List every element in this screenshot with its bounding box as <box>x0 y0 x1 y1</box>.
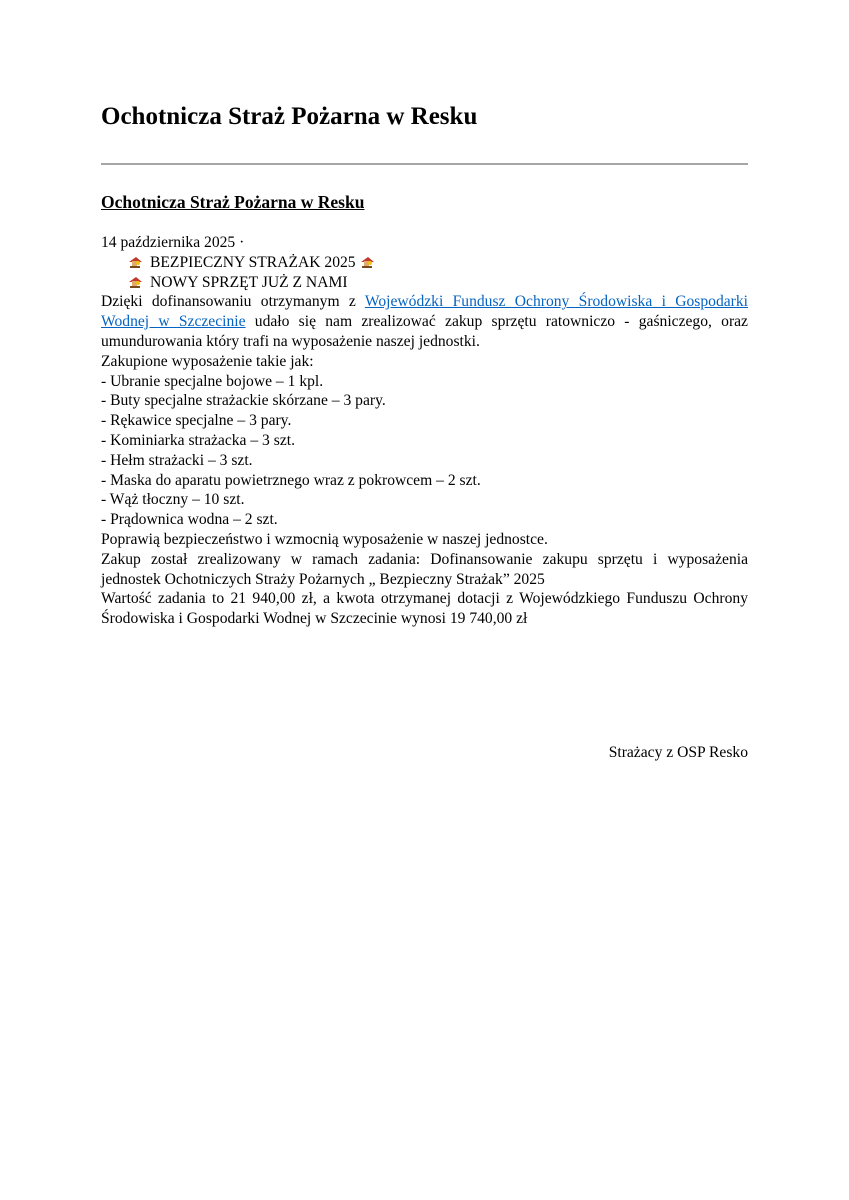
equipment-item: - Wąż tłoczny – 10 szt. <box>101 491 245 509</box>
page-title: Ochotnicza Straż Pożarna w Resku <box>101 103 478 130</box>
equipment-item: - Kominiarka strażacka – 3 szt. <box>101 431 295 449</box>
closing-sentence: Poprawią bezpieczeństwo i wzmocnią wyposażenie w naszej jednostce. <box>101 530 548 548</box>
bullet-label: BEZPIECZNY STRAŻAK 2025 <box>150 253 356 271</box>
signature: Strażacy z OSP Resko <box>608 744 748 761</box>
firefighter-emoji-icon <box>359 254 376 268</box>
equipment-item: - Rękawice specjalne – 3 pary. <box>101 412 292 430</box>
equipment-item: - Maska do aparatu powietrznego wraz z pokrowcem – 2 szt. <box>101 471 481 489</box>
equipment-item: - Prądownica wodna – 2 szt. <box>101 511 278 529</box>
firefighter-emoji-icon <box>127 254 144 268</box>
intro-text-continued: udało się nam zrealizować zakup sprzętu ratowniczo - gaśniczego, oraz umundurowania który trafi na wyposażenie naszej jednostki. <box>101 313 748 350</box>
task-paragraph: Zakup został zrealizowany w ramach zadania: Dofinansowanie zakupu sprzętu i wyposażenia jednostek Ochotniczych Straży Pożarnych „ Bezpieczny Strażak” 2025 <box>101 550 748 588</box>
bullet-item <box>101 273 748 293</box>
value-paragraph: Wartość zadania to 21 940,00 zł, a kwota otrzymanej dotacji z Wojewódzkiego Funduszu Ochrony Środowiska i Gospodarki Wodnej w Szczecinie wynosi 19 740,00 zł <box>101 590 748 628</box>
equipment-heading: Zakupione wyposażenie takie jak: <box>101 352 314 370</box>
intro-text: Dzięki dofinansowaniu otrzymanym z <box>101 293 365 311</box>
post-title: Ochotnicza Straż Pożarna w Resku <box>101 192 365 212</box>
horizontal-divider <box>101 163 748 165</box>
bullet-label: NOWY SPRZĘT JUŻ Z NAMI <box>150 273 348 291</box>
post-date: 14 października 2025 · <box>101 234 245 251</box>
equipment-item: - Hełm strażacki – 3 szt. <box>101 451 253 469</box>
equipment-item: - Buty specjalne strażackie skórzane – 3 pary. <box>101 392 386 410</box>
post-body <box>101 233 748 629</box>
fund-link[interactable]: Wojewódzki Fundusz Ochrony Środowiska i Gospodarki Wodnej w Szczecinie <box>101 293 748 331</box>
equipment-item: - Ubranie specjalne bojowe – 1 kpl. <box>101 372 324 390</box>
intro-paragraph <box>101 292 748 351</box>
bullet-item <box>101 253 748 273</box>
firefighter-emoji-icon <box>127 274 144 288</box>
